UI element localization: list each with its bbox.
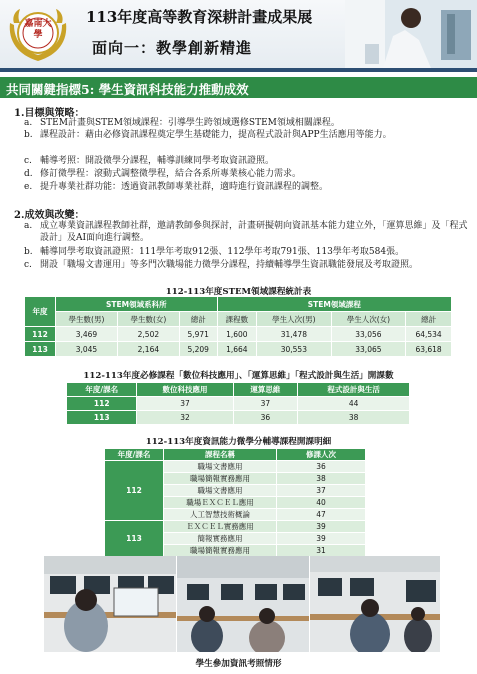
item-label: c. xyxy=(24,156,32,166)
table1-subheader: 學生人次(男) xyxy=(257,312,332,327)
row-year: 112 xyxy=(67,397,137,411)
strategy-item xyxy=(24,117,470,129)
photo-caption: 學生參加資訊考照情形 xyxy=(195,659,282,669)
exam-photo-3 xyxy=(310,556,440,652)
table2-header: 運算思維 xyxy=(233,383,298,397)
table3-header: 年度/課名 xyxy=(105,449,164,461)
row-year: 112 xyxy=(25,327,56,342)
poster-title: 113年度高等教育深耕計畫成果展 xyxy=(86,8,313,26)
course-name: 職場文書應用 xyxy=(164,485,277,497)
table3-caption: 112-113年度資訊能力微學分輔導課程開課明細 xyxy=(145,437,332,447)
strategy-item xyxy=(24,168,470,180)
table1-group1-header: STEM領域系科所 xyxy=(56,297,218,312)
item-label: a. xyxy=(24,118,33,128)
strategy-item xyxy=(24,181,470,193)
table2-header: 年度/課名 xyxy=(67,383,137,397)
table-cell: 36 xyxy=(233,411,298,425)
row-year: 113 xyxy=(105,521,164,557)
table-cell: 1,600 xyxy=(217,327,256,342)
section-title: 共同關鍵指標5: 學生資訊科技能力推動成效 xyxy=(6,82,249,97)
table-cell: 5,209 xyxy=(179,342,217,357)
micro-credit-table xyxy=(104,448,366,557)
required-courses-table xyxy=(66,382,410,425)
table3-header: 課程名稱 xyxy=(164,449,277,461)
table1-year-header: 年度 xyxy=(25,297,56,327)
item-label: a. xyxy=(24,221,33,231)
item-text: 輔導考照：開設微學分課程，輔導訓練同學考取資訊證照。 xyxy=(40,156,275,166)
item-label: d. xyxy=(24,169,33,179)
course-count: 39 xyxy=(277,533,366,545)
table2-caption: 112-113年度必修課程「數位科技應用」、「運算思維」「程式設計與生活」開課數 xyxy=(83,371,394,381)
table-cell: 32 xyxy=(137,411,233,425)
item-label: b. xyxy=(24,130,33,140)
course-name: 簡報實務應用 xyxy=(164,533,277,545)
item-text: 課程設計：藉由必修資訊課程奠定學生基礎能力，提高程式設計與APP生活應用等能力。 xyxy=(40,130,392,140)
table1-subheader: 學生數(女) xyxy=(117,312,179,327)
table1-group2-header: STEM領域課程 xyxy=(217,297,451,312)
course-count: 31 xyxy=(277,545,366,557)
table-cell: 2,164 xyxy=(117,342,179,357)
table-cell: 64,534 xyxy=(406,327,452,342)
strategy-item xyxy=(24,155,470,167)
table-cell: 30,553 xyxy=(257,342,332,357)
logo-text: 嘉南大學 xyxy=(24,19,52,40)
table-cell: 44 xyxy=(298,397,410,411)
row-year: 113 xyxy=(25,342,56,357)
course-name: 職場簡報實務應用 xyxy=(164,473,277,485)
results-heading: 2.成效與改變： xyxy=(14,210,85,221)
table1-subheader: 總計 xyxy=(179,312,217,327)
header-divider xyxy=(0,68,477,72)
item-text: 輔導同學考取資訊證照：111學年考取912張、112學年考取791張、113學年考取584張。 xyxy=(40,247,405,257)
table1-caption: 112-113年度STEM領域課程統計表 xyxy=(165,287,312,297)
results-item xyxy=(24,259,470,283)
table-row xyxy=(67,411,410,425)
item-text: 成立專業資訊課程教師社群，邀請教師參與探討，計畫研擬朝向資訊基本能力建立外，「運算思維」及「程式設計」及AI面向進行調整。 xyxy=(40,221,468,243)
table1-subheader: 總計 xyxy=(406,312,452,327)
table-cell: 2,502 xyxy=(117,327,179,342)
course-name: 人工智慧技術概論 xyxy=(164,509,277,521)
table-row xyxy=(25,327,452,342)
table-cell: 38 xyxy=(298,411,410,425)
item-text: STEM計畫與STEM領域課程：引導學生跨領域選修STEM領域相關課程。 xyxy=(40,118,340,128)
table-row xyxy=(105,521,366,533)
item-text: 提升專業社群功能：透過資訊教師專業社群，適時進行資訊課程的調整。 xyxy=(40,182,329,192)
section-bar xyxy=(0,77,477,98)
course-name: 職場文書應用 xyxy=(164,461,277,473)
row-year: 113 xyxy=(67,411,137,425)
table-row xyxy=(105,461,366,473)
course-count: 39 xyxy=(277,521,366,533)
table-cell: 3,045 xyxy=(56,342,118,357)
table1-subheader: 課程數 xyxy=(217,312,256,327)
course-name: 職場ＥＸＣＥＬ應用 xyxy=(164,497,277,509)
table-cell: 33,056 xyxy=(331,327,406,342)
course-name: 職場簡報實務應用 xyxy=(164,545,277,557)
course-count: 47 xyxy=(277,509,366,521)
table-row xyxy=(67,397,410,411)
header-lab-photo xyxy=(345,0,477,68)
strategy-heading: 1.目標與策略： xyxy=(14,108,85,119)
stem-stats-table xyxy=(24,296,452,357)
table1-subheader: 學生人次(女) xyxy=(331,312,406,327)
table-row xyxy=(25,342,452,357)
table-cell: 63,618 xyxy=(406,342,452,357)
item-label: b. xyxy=(24,247,33,257)
strategy-item xyxy=(24,129,470,153)
table-cell: 31,478 xyxy=(257,327,332,342)
course-count: 37 xyxy=(277,485,366,497)
exam-photo-2 xyxy=(177,556,309,652)
table-cell: 33,065 xyxy=(331,342,406,357)
results-item xyxy=(24,220,470,244)
poster-header xyxy=(0,0,477,68)
item-label: c. xyxy=(24,260,32,270)
results-item xyxy=(24,246,470,258)
course-count: 38 xyxy=(277,473,366,485)
table-cell: 37 xyxy=(137,397,233,411)
exam-photo-1 xyxy=(44,556,176,652)
table-cell: 1,664 xyxy=(217,342,256,357)
table1-subheader: 學生數(男) xyxy=(56,312,118,327)
row-year: 112 xyxy=(105,461,164,521)
poster-subtitle: 面向一：教學創新精進 xyxy=(92,39,253,57)
table-cell: 3,469 xyxy=(56,327,118,342)
table3-header: 修課人次 xyxy=(277,449,366,461)
exam-photos xyxy=(44,556,440,652)
item-text: 開設「職場文書運用」等多門次職場能力微學分課程，持續輔導學生資訊職能發展及考取證照。 xyxy=(40,260,419,270)
course-count: 40 xyxy=(277,497,366,509)
table-cell: 5,971 xyxy=(179,327,217,342)
course-count: 36 xyxy=(277,461,366,473)
table2-header: 數位科技應用 xyxy=(137,383,233,397)
table2-header: 程式設計與生活 xyxy=(298,383,410,397)
item-label: e. xyxy=(24,182,33,192)
table-cell: 37 xyxy=(233,397,298,411)
item-text: 修訂微學程：滾動式調整微學程，結合各系所專業核心能力需求。 xyxy=(40,169,302,179)
course-name: ＥＸＣＥＬ實務應用 xyxy=(164,521,277,533)
